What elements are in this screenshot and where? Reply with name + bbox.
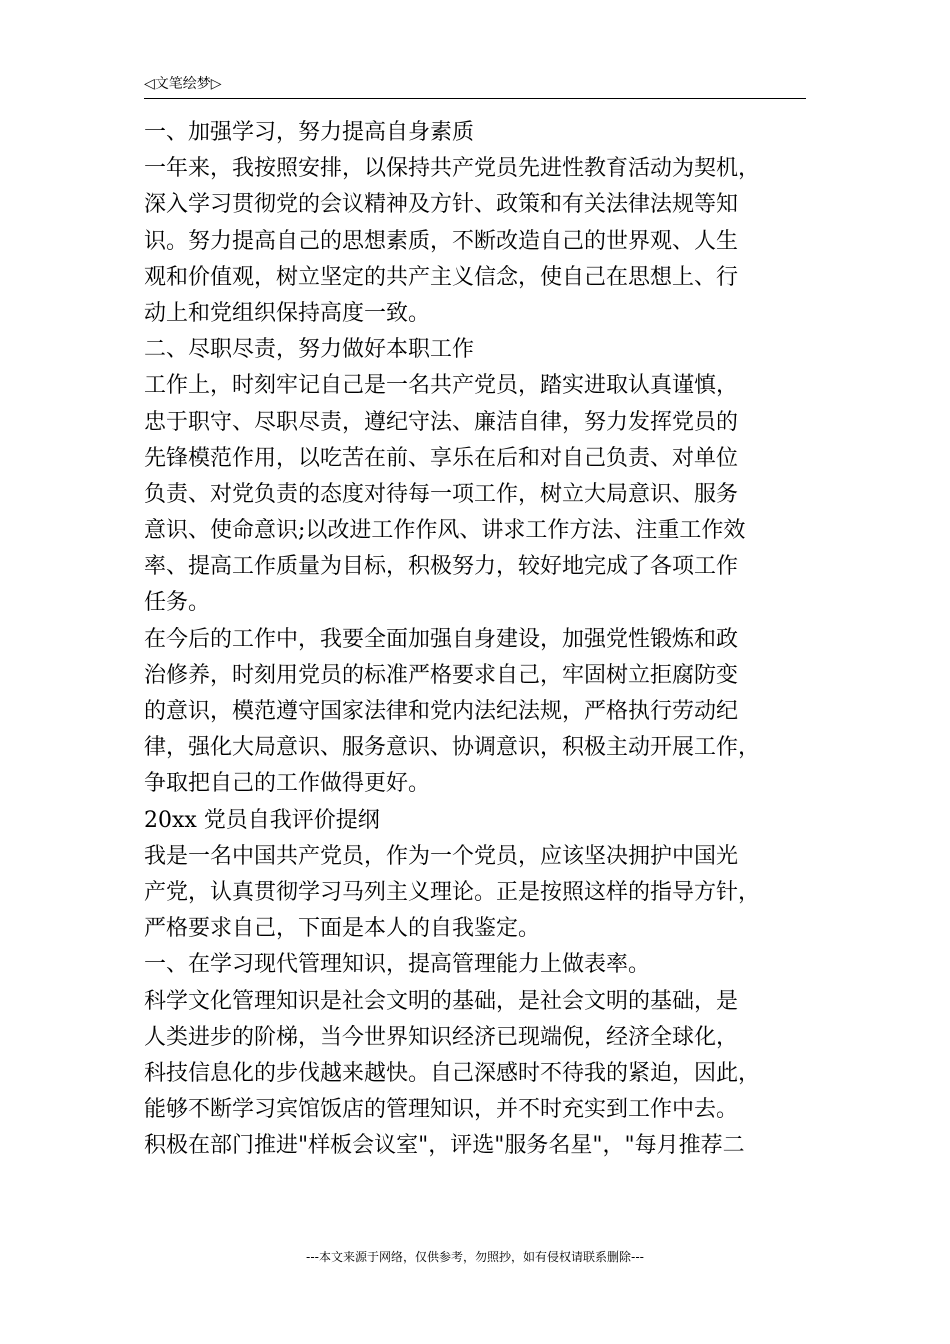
text-line: 一、在学习现代管理知识，提高管理能力上做表率。 bbox=[144, 952, 651, 978]
text-line: 科学文化管理知识是社会文明的基础，是社会文明的基础，是 bbox=[144, 988, 739, 1014]
text-line: 人类进步的阶梯，当今世界知识经济已现端倪，经济全球化， bbox=[144, 1024, 739, 1050]
text-line: 任务。 bbox=[144, 590, 211, 616]
text-line: 积极在部门推进"样板会议室"，评选"服务名星"，"每月推荐二 bbox=[144, 1133, 745, 1159]
text-line: 工作上，时刻牢记自己是一名共产党员，踏实进取认真谨慎， bbox=[144, 373, 739, 399]
text-line: 治修养，时刻用党员的标准严格要求自己，牢固树立拒腐防变 bbox=[144, 662, 739, 688]
text-line: 一、加强学习，努力提高自身素质 bbox=[144, 120, 475, 145]
page-header bbox=[144, 74, 806, 99]
text-line: 一年来，我按照安排，以保持共产党员先进性教育活动为契机， bbox=[144, 156, 761, 182]
text-line: 科技信息化的步伐越来越快。自己深感时不待我的紧迫，因此， bbox=[144, 1060, 761, 1086]
text-line: 律，强化大局意识、服务意识、协调意识，积极主动开展工作， bbox=[144, 735, 761, 761]
text-line: 先锋模范作用，以吃苦在前、享乐在后和对自己负责、对单位 bbox=[144, 445, 739, 471]
text-line: 观和价值观，树立坚定的共产主义信念，使自己在思想上、行 bbox=[144, 264, 739, 290]
text-line: 意识、使命意识;以改进工作作风、讲求工作方法、注重工作效 bbox=[144, 518, 746, 544]
text-line: 争取把自己的工作做得更好。 bbox=[144, 771, 431, 797]
text-line: 产党，认真贯彻学习马列主义理论。正是按照这样的指导方针， bbox=[144, 879, 761, 905]
text-line: 我是一名中国共产党员，作为一个党员，应该坚决拥护中国光 bbox=[144, 843, 739, 869]
header-title: ◁文笔绘梦▷ bbox=[144, 76, 222, 92]
text-line: 20xx 党员自我评价提纲 bbox=[144, 807, 380, 833]
text-line: 负责、对党负责的态度对待每一项工作，树立大局意识、服务 bbox=[144, 481, 739, 507]
text-line: 动上和党组织保持高度一致。 bbox=[144, 300, 431, 326]
page-footer: ---本文来源于网络，仅供参考，勿照抄，如有侵权请联系删除--- bbox=[306, 1250, 644, 1264]
text-line: 识。努力提高自己的思想素质，不断改造自己的世界观、人生 bbox=[144, 228, 739, 254]
text-line: 在今后的工作中，我要全面加强自身建设，加强党性锻炼和政 bbox=[144, 626, 739, 652]
text-line: 二、尽职尽责，努力做好本职工作 bbox=[144, 337, 475, 363]
text-line: 能够不断学习宾馆饭店的管理知识，并不时充实到工作中去。 bbox=[144, 1097, 739, 1123]
text-line: 率、提高工作质量为目标，积极努力，较好地完成了各项工作 bbox=[144, 554, 739, 580]
text-line: 的意识，模范遵守国家法律和党内法纪法规，严格执行劳动纪 bbox=[144, 699, 739, 724]
text-line: 忠于职守、尽职尽责，遵纪守法、廉洁自律，努力发挥党员的 bbox=[144, 409, 739, 435]
text-line: 严格要求自己，下面是本人的自我鉴定。 bbox=[144, 916, 541, 942]
document-body bbox=[144, 115, 812, 1164]
text-line: 深入学习贯彻党的会议精神及方针、政策和有关法律法规等知 bbox=[144, 192, 739, 218]
